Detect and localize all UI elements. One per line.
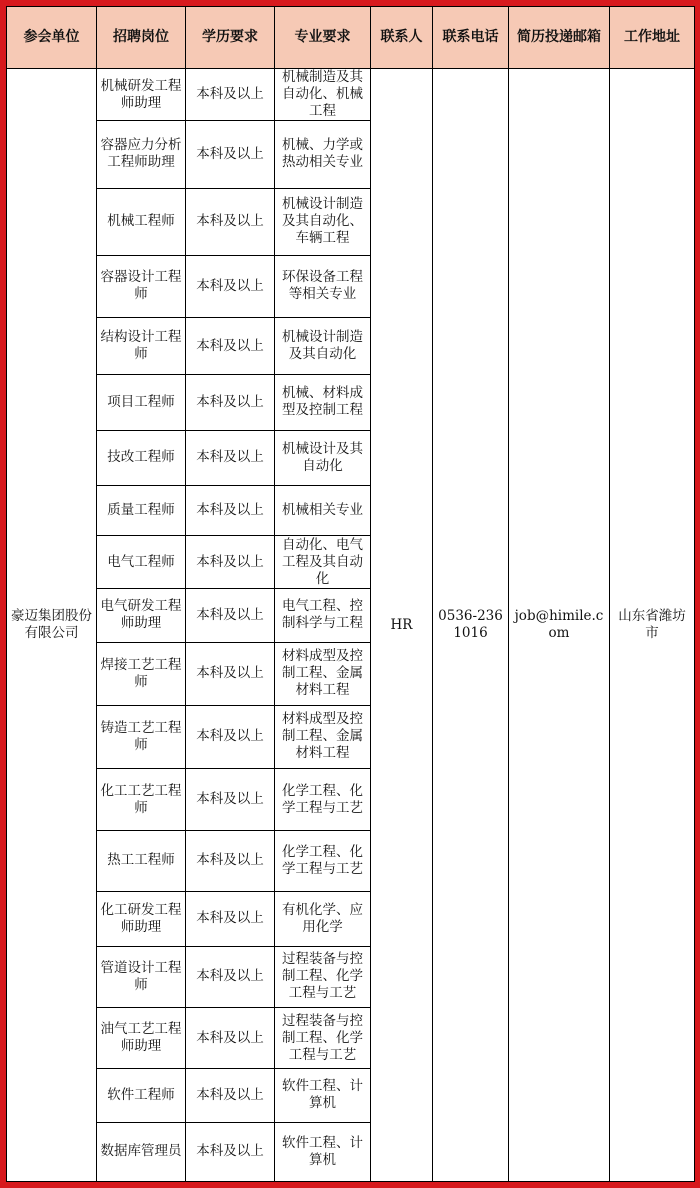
major-cell: 化学工程、化学工程与工艺	[275, 831, 371, 891]
education-cell: 本科及以上	[186, 536, 275, 589]
major-cell: 机械、力学或热动相关专业	[275, 121, 371, 188]
position-cell: 数据库管理员	[97, 1122, 186, 1181]
header-address: 工作地址	[610, 7, 695, 69]
education-cell: 本科及以上	[186, 188, 275, 255]
education-cell: 本科及以上	[186, 255, 275, 317]
phone-cell: 0536-2361016	[433, 69, 509, 1182]
education-cell: 本科及以上	[186, 642, 275, 705]
recruitment-table	[6, 6, 695, 1182]
position-cell: 技改工程师	[97, 430, 186, 485]
education-cell: 本科及以上	[186, 1069, 275, 1122]
education-cell: 本科及以上	[186, 318, 275, 375]
header-contact: 联系人	[371, 7, 433, 69]
education-cell: 本科及以上	[186, 946, 275, 1007]
major-cell: 电气工程、控制科学与工程	[275, 589, 371, 642]
position-cell: 油气工艺工程师助理	[97, 1008, 186, 1069]
table-row	[7, 69, 695, 121]
header-email: 简历投递邮箱	[509, 7, 610, 69]
education-cell: 本科及以上	[186, 1008, 275, 1069]
education-cell: 本科及以上	[186, 831, 275, 891]
header-major: 专业要求	[275, 7, 371, 69]
position-cell: 化工研发工程师助理	[97, 891, 186, 946]
education-cell: 本科及以上	[186, 430, 275, 485]
position-cell: 化工工艺工程师	[97, 769, 186, 831]
education-cell: 本科及以上	[186, 485, 275, 535]
major-cell: 机械设计制造及其自动化、车辆工程	[275, 188, 371, 255]
position-cell: 机械研发工程师助理	[97, 69, 186, 121]
education-cell: 本科及以上	[186, 69, 275, 121]
education-cell: 本科及以上	[186, 375, 275, 430]
position-cell: 机械工程师	[97, 188, 186, 255]
position-cell: 热工工程师	[97, 831, 186, 891]
major-cell: 机械制造及其自动化、机械工程	[275, 69, 371, 121]
header-company: 参会单位	[7, 7, 97, 69]
major-cell: 材料成型及控制工程、金属材料工程	[275, 642, 371, 705]
position-cell: 软件工程师	[97, 1069, 186, 1122]
contact-cell: HR	[371, 69, 433, 1182]
major-cell: 机械相关专业	[275, 485, 371, 535]
position-cell: 结构设计工程师	[97, 318, 186, 375]
major-cell: 过程装备与控制工程、化学工程与工艺	[275, 1008, 371, 1069]
major-cell: 材料成型及控制工程、金属材料工程	[275, 705, 371, 768]
major-cell: 过程装备与控制工程、化学工程与工艺	[275, 946, 371, 1007]
position-cell: 容器设计工程师	[97, 255, 186, 317]
position-cell: 容器应力分析工程师助理	[97, 121, 186, 188]
position-cell: 电气工程师	[97, 536, 186, 589]
header-education: 学历要求	[186, 7, 275, 69]
email-cell[interactable]: job@himile.com	[509, 69, 610, 1182]
recruitment-table-frame	[6, 6, 694, 1182]
education-cell: 本科及以上	[186, 769, 275, 831]
education-cell: 本科及以上	[186, 891, 275, 946]
major-cell: 自动化、电气工程及其自动化	[275, 536, 371, 589]
education-cell: 本科及以上	[186, 589, 275, 642]
major-cell: 软件工程、计算机	[275, 1122, 371, 1181]
education-cell: 本科及以上	[186, 121, 275, 188]
major-cell: 机械设计制造及其自动化	[275, 318, 371, 375]
header-phone: 联系电话	[433, 7, 509, 69]
major-cell: 化学工程、化学工程与工艺	[275, 769, 371, 831]
header-row	[7, 7, 695, 69]
major-cell: 机械、材料成型及控制工程	[275, 375, 371, 430]
position-cell: 管道设计工程师	[97, 946, 186, 1007]
major-cell: 环保设备工程等相关专业	[275, 255, 371, 317]
education-cell: 本科及以上	[186, 705, 275, 768]
position-cell: 焊接工艺工程师	[97, 642, 186, 705]
company-cell: 豪迈集团股份有限公司	[7, 69, 97, 1182]
header-position: 招聘岗位	[97, 7, 186, 69]
position-cell: 铸造工艺工程师	[97, 705, 186, 768]
major-cell: 机械设计及其自动化	[275, 430, 371, 485]
position-cell: 项目工程师	[97, 375, 186, 430]
position-cell: 质量工程师	[97, 485, 186, 535]
major-cell: 有机化学、应用化学	[275, 891, 371, 946]
major-cell: 软件工程、计算机	[275, 1069, 371, 1122]
education-cell: 本科及以上	[186, 1122, 275, 1181]
address-cell: 山东省潍坊市	[610, 69, 695, 1182]
position-cell: 电气研发工程师助理	[97, 589, 186, 642]
